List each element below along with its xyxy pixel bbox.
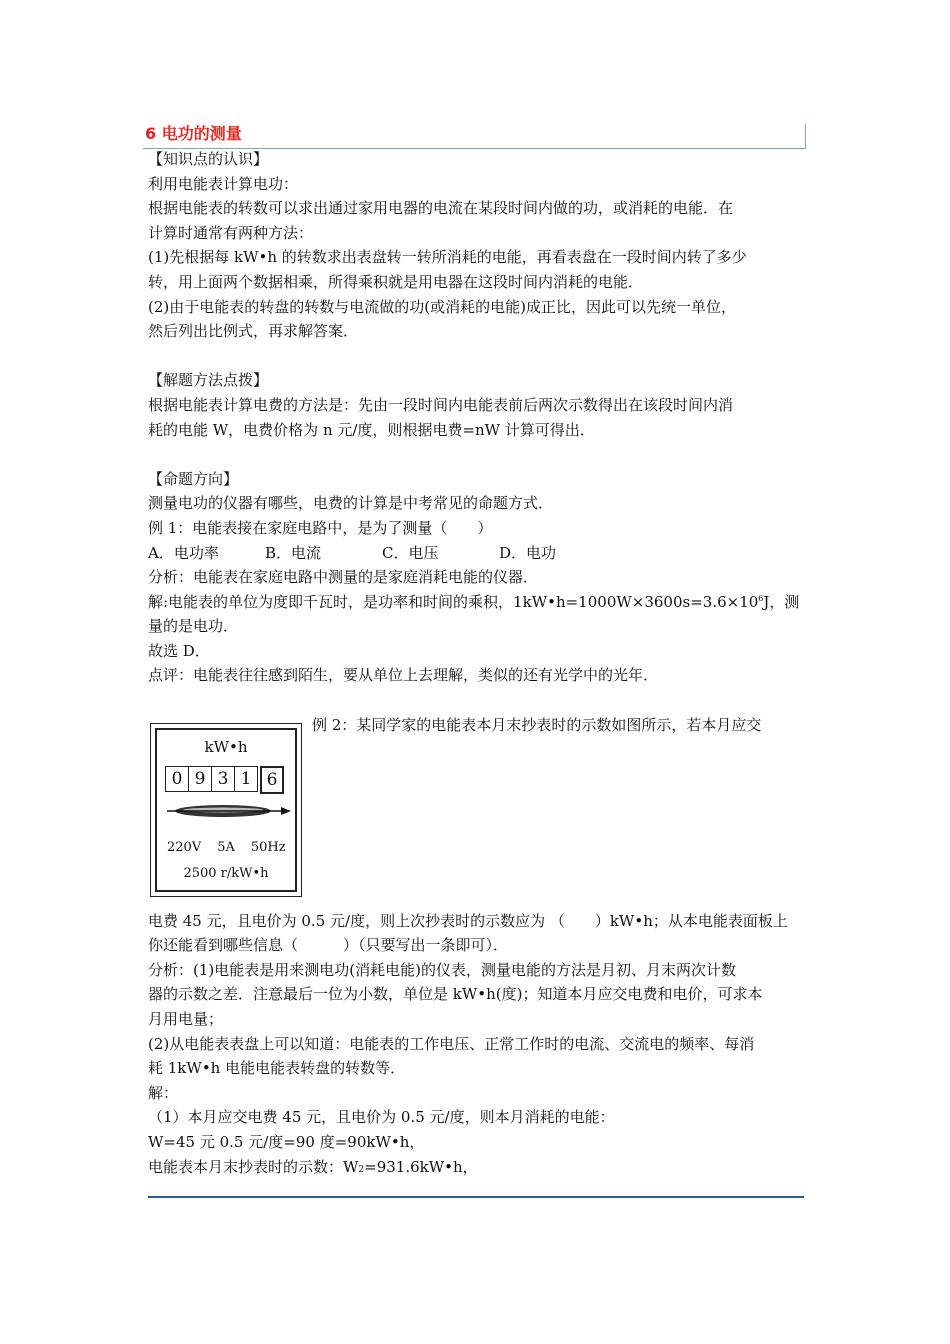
title-frame: [143, 124, 806, 149]
electric-meter-figure: [150, 723, 302, 897]
last-line-end: =931.6kW•h，: [364, 1157, 478, 1176]
option-c: C．电压: [382, 543, 439, 562]
meter-unit: kW•h: [204, 737, 248, 756]
text-line: 【知识点的认识】: [148, 150, 269, 168]
meter-revolutions: 2500 r/kW•h: [183, 865, 269, 881]
comment-section: [148, 614, 808, 712]
text-line: 测量电功的仪器有哪些，电费的计算是中考常见的命题方式．: [148, 494, 554, 513]
text-line: W=45 元 0.5 元/度=90 度=90kW•h，: [148, 1133, 425, 1151]
text-line: 点评：电能表往往感到陌生，要从单位上去理解，类似的还有光学中的光年．: [148, 666, 659, 685]
meter-digit: 9: [188, 766, 212, 792]
text-line: (2)从电能表表盘上可以知道：电能表的工作电压、正常工作时的电流、交流电的频率、每消: [148, 1034, 755, 1053]
text-line: 耗的电能 W，电费价格为 n 元/度，则根据电费=nW 计算可得出．: [148, 420, 595, 439]
text-line: 量的是电功．: [148, 617, 239, 636]
example2-question: 例 2：某同学家的电能表本月末抄表时的示数如图所示，若本月应交: [312, 715, 762, 734]
text-line: 月用电量；: [148, 1010, 224, 1029]
document-body: [148, 147, 808, 1179]
example2-block: [148, 713, 808, 909]
meter-disc-icon: [163, 802, 291, 820]
option-d: D．电功: [499, 543, 557, 562]
last-line-text: 电能表本月末抄表时的示数：W: [148, 1157, 359, 1176]
solution-text-end: J，测: [763, 592, 800, 611]
text-line: 解：: [148, 1083, 179, 1102]
text-line: 然后列出比例式，再求解答案．: [148, 322, 359, 341]
solution-line: [148, 590, 808, 615]
example2-continued: [148, 909, 808, 1155]
bottom-rule: [148, 1196, 804, 1198]
text-line: 电费 45 元，且电价为 0.5 元/度，则上次抄表时的示数应为 （ ）kW•h；从本电能表面板上: [148, 911, 788, 930]
meter-current: 5A: [217, 839, 235, 855]
meter-digit: 0: [165, 766, 189, 792]
knowledge-section: [148, 147, 808, 541]
text-line: (1)先根据每 kW•h 的转数求出表盘转一转所消耗的电能，再看表盘在一段时间内转了多少: [148, 248, 747, 267]
meter-digit: 1: [234, 766, 258, 792]
text-line: (2)由于电能表的转盘的转数与电流做的功(或消耗的电能)成正比，因此可以先统一单位，: [148, 297, 736, 316]
text-line: 转，用上面两个数据相乘，所得乘积就是用电器在这段时间内消耗的电能．: [148, 272, 644, 291]
meter-decimal-digit: 6: [260, 766, 284, 794]
text-line: 耗 1kW•h 电能电能表转盘的转数等．: [148, 1059, 406, 1078]
last-line: [148, 1155, 808, 1180]
last-line-subscript: 2: [358, 1164, 365, 1175]
solution-exponent: 6: [758, 593, 764, 603]
text-line: 【命题方向】: [148, 469, 239, 488]
text-line: 分析：电能表在家庭电路中测量的是家庭消耗电能的仪器．: [148, 568, 539, 587]
text-line: 根据电能表的转数可以求出通过家用电器的电流在某段时间内做的功，或消耗的电能．在: [148, 199, 734, 218]
meter-voltage: 220V: [167, 839, 202, 855]
text-line: [148, 442, 808, 467]
meter-digits: [165, 766, 283, 794]
option-a: A．电功率: [148, 543, 219, 562]
text-line: [148, 344, 808, 369]
text-line: 利用电能表计算电功：: [148, 174, 299, 193]
analysis-section: [148, 565, 808, 590]
solution-text: 解:电能表的单位为度即千瓦时，是功率和时间的乘积，1kW•h=1000W×3600s=3.6×10: [148, 592, 759, 611]
example1-options: [148, 541, 808, 566]
meter-frequency: 50Hz: [250, 839, 286, 855]
text-line: [148, 688, 808, 713]
meter-digit: 3: [211, 766, 235, 792]
text-line: 分析：(1)电能表是用来测电功(消耗电能)的仪表，测量电能的方法是月初、月末两次计数: [148, 960, 736, 979]
text-line: 根据电能表计算电费的方法是：先由一段时间内电能表前后两次示数得出在该段时间内消: [148, 395, 734, 414]
text-line: 【解题方法点拨】: [148, 371, 269, 390]
text-line: 你还能看到哪些信息（ ）（只要写出一条即可）．: [148, 936, 509, 955]
text-line: 计算时通常有两种方法：: [148, 223, 314, 242]
text-line: （1）本月应交电费 45 元，且电价为 0.5 元/度，则本月消耗的电能：: [148, 1108, 615, 1127]
text-line: 故选 D．: [148, 641, 210, 660]
text-line: 例 1：电能表接在家庭电路中，是为了测量（ ）: [148, 518, 493, 537]
meter-specs: [167, 840, 302, 855]
text-line: 器的示数之差．注意最后一位为小数，单位是 kW•h(度)；知道本月应交电费和电价，可求本: [148, 985, 763, 1004]
page-title: 6 电功的测量: [145, 124, 242, 143]
option-b: B．电流: [265, 543, 322, 562]
